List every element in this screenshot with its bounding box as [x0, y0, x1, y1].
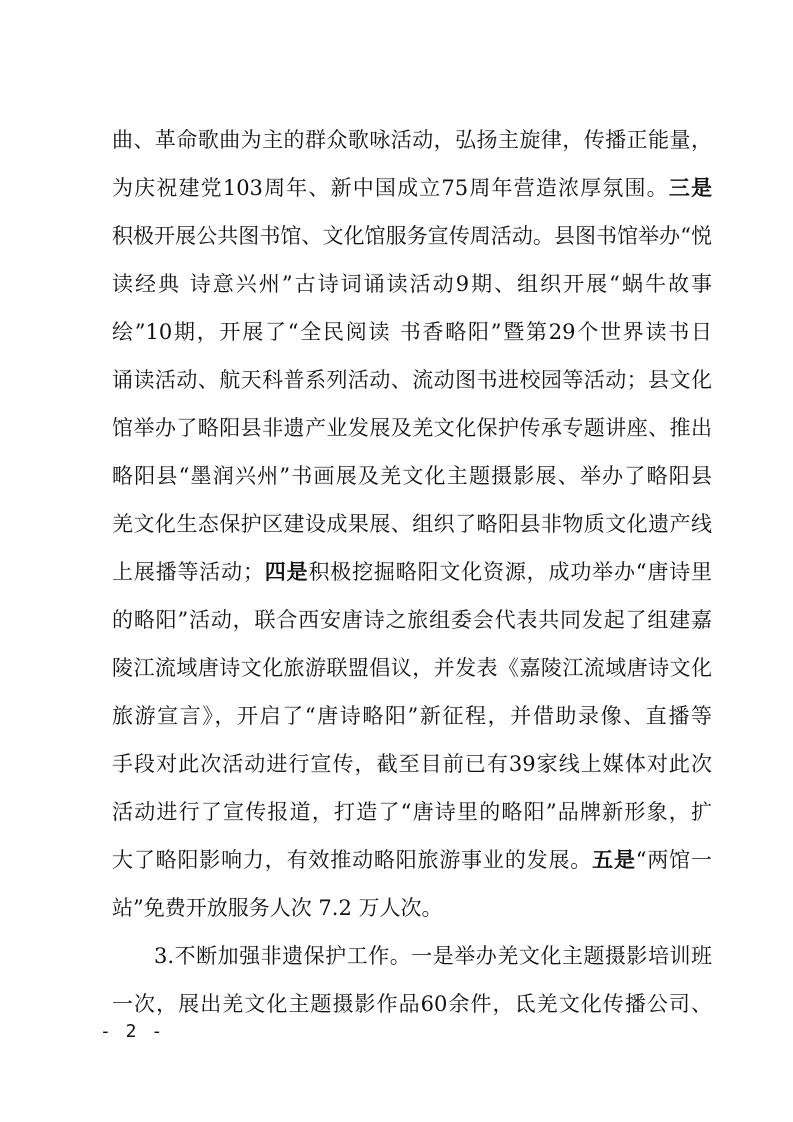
text-line: 陵江流域唐诗文化旅游联盟倡议，并发表《嘉陵江流域唐诗文化	[112, 656, 712, 680]
text-line: 旅游宣言》，开启了“唐诗略阳”新征程，并借助录像、直播等	[112, 704, 712, 728]
text-segment: “两馆一	[635, 848, 713, 872]
text-line: 读经典 诗意兴州”古诗词诵读活动9期、组织开展“蜗牛故事	[112, 272, 712, 296]
text-line: 手段对此次活动进行宣传，截至目前已有39家线上媒体对此次	[112, 752, 712, 776]
text-line: 站”免费开放服务人次 7.2 万人次。	[112, 896, 443, 920]
text-line: 一次，展出羌文化主题摄影作品60余件，氐羌文化传播公司、	[112, 992, 712, 1016]
text-line: 绘”10期，开展了“全民阅读 书香略阳”暨第29个世界读书日	[112, 320, 712, 344]
text-line: 略阳县“墨润兴州”书画展及羌文化主题摄影展、举办了略阳县	[112, 464, 712, 488]
text-line: 曲、革命歌曲为主的群众歌咏活动，弘扬主旋律，传播正能量，	[112, 128, 712, 152]
text-segment: 为庆祝建党103周年、新中国成立75周年营造浓厚氛围。	[112, 176, 669, 200]
text-line: 诵读活动、航天科普系列活动、流动图书进校园等活动；县文化	[112, 368, 712, 392]
emphasis-five: 五是	[592, 847, 636, 872]
page-number: - 2 -	[100, 1021, 165, 1042]
text-line: 馆举办了略阳县非遗产业发展及羌文化保护传承专题讲座、推出	[112, 416, 712, 440]
text-segment: 积极挖掘略阳文化资源，成功举办“唐诗里	[308, 560, 713, 584]
text-line: 积极开展公共图书馆、文化馆服务宣传周活动。县图书馆举办“悦	[112, 224, 712, 248]
text-line	[112, 560, 712, 584]
text-line	[112, 176, 712, 200]
text-line: 羌文化生态保护区建设成果展、组织了略阳县非物质文化遗产线	[112, 512, 712, 536]
emphasis-four: 四是	[263, 559, 309, 584]
text-line	[112, 848, 712, 872]
text-line: 活动进行了宣传报道，打造了“唐诗里的略阳”品牌新形象，扩	[112, 800, 712, 824]
text-segment: 上展播等活动；	[112, 560, 264, 584]
text-line: 的略阳”活动，联合西安唐诗之旅组委会代表共同发起了组建嘉	[112, 608, 712, 632]
text-segment: 大了略阳影响力，有效推动略阳旅游事业的发展。	[112, 848, 593, 872]
emphasis-three: 三是	[668, 175, 712, 200]
section-heading-line: 3.不断加强非遗保护工作。一是举办羌文化主题摄影培训班	[154, 944, 712, 968]
